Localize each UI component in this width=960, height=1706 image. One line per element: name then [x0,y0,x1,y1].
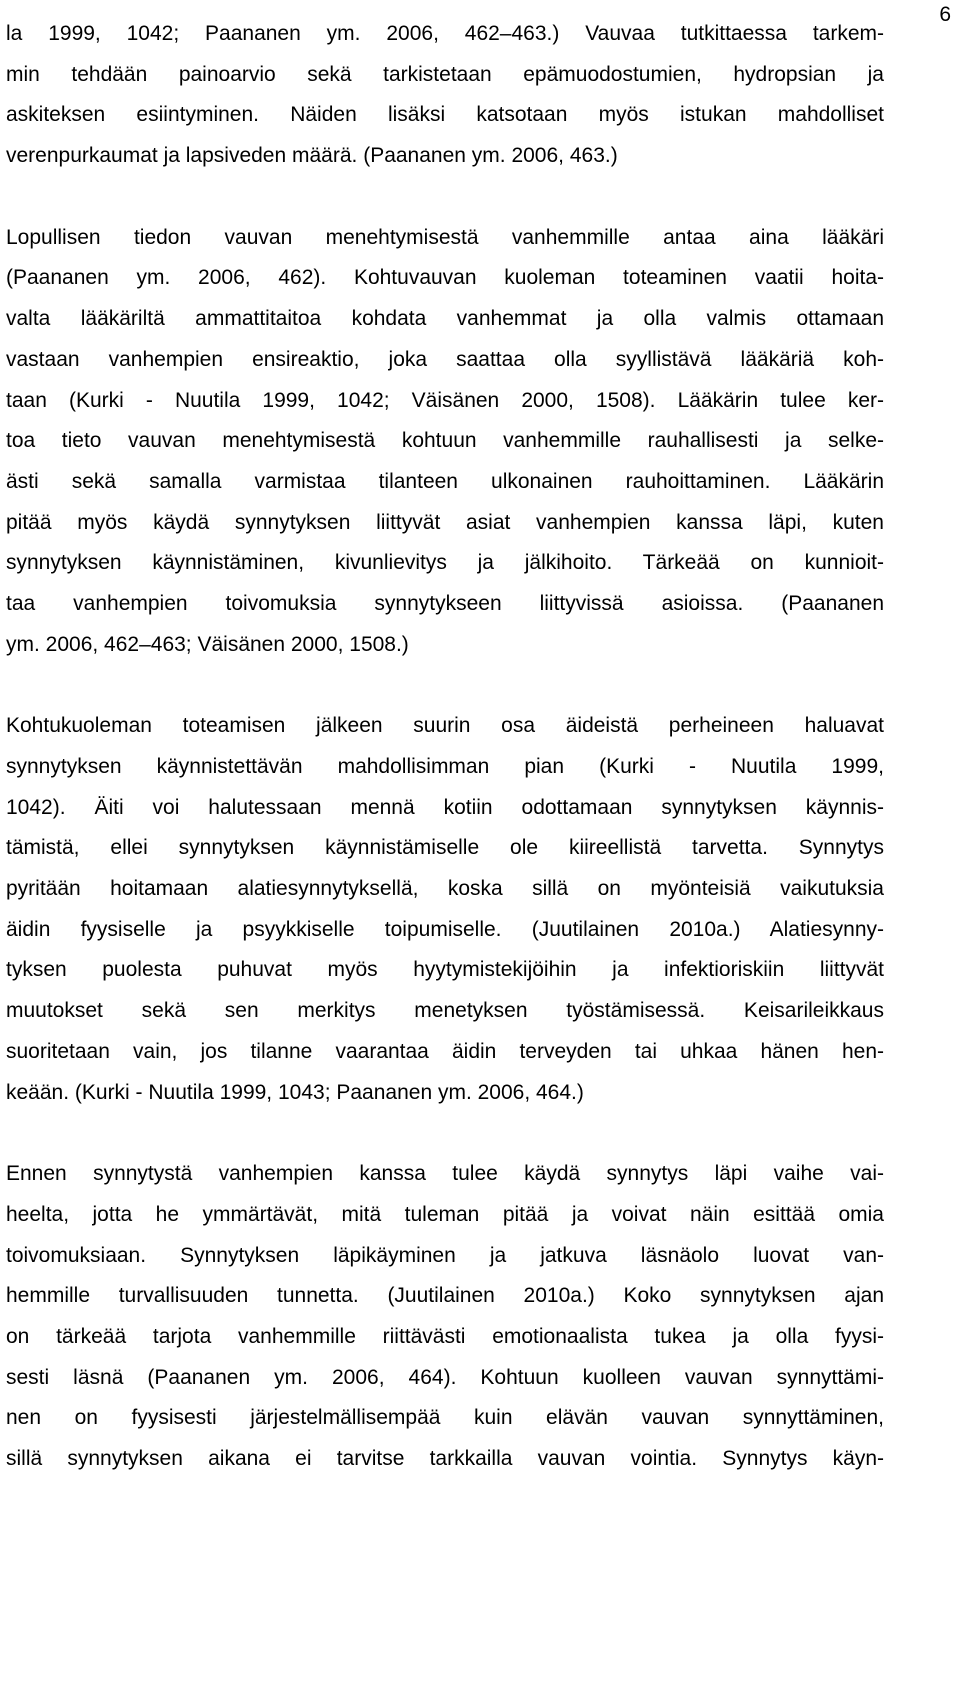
text-line: on tärkeää tarjota vanhemmille riittävästi emotionaalista tukea ja olla fyysi- [6,1324,884,1348]
text-line: suoritetaan vain, jos tilanne vaarantaa äidin terveyden tai uhkaa hänen hen- [6,1039,884,1063]
text-line: taan (Kurki - Nuutila 1999, 1042; Väisänen 2000, 1508). Lääkärin tulee ker- [6,388,884,412]
text-line: äidin fyysiselle ja psyykkiselle toipumiselle. (Juutilainen 2010a.) Alatiesynny- [6,917,884,941]
text-line: vastaan vanhempien ensireaktio, joka saattaa olla syyllistävä lääkäriä koh- [6,347,884,371]
text-line: Ennen synnytystä vanhempien kanssa tulee käydä synnytys läpi vaihe vai- [6,1162,884,1186]
text-line: hemmille turvallisuuden tunnetta. (Juutilainen 2010a.) Koko synnytyksen ajan [6,1284,884,1308]
text-line: taa vanhempien toivomuksia synnytykseen liittyvissä asioissa. (Paananen [6,591,884,615]
text-line: verenpurkaumat ja lapsiveden määrä. (Paananen ym. 2006, 463.) [6,144,618,168]
text-line: heelta, jotta he ymmärtävät, mitä tuleman pitää ja voivat näin esittää omia [6,1202,884,1226]
paragraph-gap [6,177,884,218]
text-line: pitää myös käydä synnytyksen liittyvät asiat vanhempien kanssa läpi, kuten [6,510,884,534]
paragraph-3 [6,706,884,1113]
text-line: ästi sekä samalla varmistaa tilanteen ulkonainen rauhoittaminen. Lääkärin [6,469,884,493]
text-line: Kohtukuoleman toteamisen jälkeen suurin osa äideistä perheineen haluavat [6,714,884,738]
text-line: valta lääkäriltä ammattitaitoa kohdata vanhemmat ja olla valmis ottamaan [6,307,884,331]
document-body [6,14,884,1480]
text-line: 1042). Äiti voi halutessaan mennä kotiin odottamaan synnytyksen käynnis- [6,795,884,819]
text-line: tyksen puolesta puhuvat myös hyytymistekijöihin ja infektioriskiin liittyvät [6,958,884,982]
text-line: nen on fyysisesti järjestelmällisempää kuin elävän vauvan synnyttäminen, [6,1406,884,1430]
text-line: (Paananen ym. 2006, 462). Kohtuvauvan kuoleman toteaminen vaatii hoita- [6,266,884,290]
text-line: tämistä, ellei synnytyksen käynnistämiselle ole kiireellistä tarvetta. Synnytys [6,836,884,860]
text-line: sesti läsnä (Paananen ym. 2006, 464). Kohtuun kuolleen vauvan synnyttämi- [6,1365,884,1389]
text-line: sillä synnytyksen aikana ei tarvitse tarkkailla vauvan vointia. Synnytys käyn- [6,1447,884,1470]
text-line: la 1999, 1042; Paananen ym. 2006, 462–463.) Vauvaa tutkittaessa tarkem- [6,22,884,45]
text-line: Lopullisen tiedon vauvan menehtymisestä vanhemmille antaa aina lääkäri [6,225,884,249]
paragraph-2 [6,218,884,666]
text-line: askiteksen esiintyminen. Näiden lisäksi katsotaan myös istukan mahdolliset [6,103,884,127]
text-line: synnytyksen käynnistäminen, kivunlievitys ja jälkihoito. Tärkeää on kunnioit- [6,551,884,575]
text-line: pyritään hoitamaan alatiesynnytyksellä, koska sillä on myönteisiä vaikutuksia [6,877,884,901]
text-line: min tehdään painoarvio sekä tarkistetaan epämuodostumien, hydropsian ja [6,62,884,86]
paragraph-4 [6,1154,884,1480]
page-number: 6 [939,3,951,26]
text-line: muutokset sekä sen merkitys menetyksen työstämisessä. Keisarileikkaus [6,999,884,1023]
text-line: toa tieto vauvan menehtymisestä kohtuun vanhemmille rauhallisesti ja selke- [6,429,884,453]
text-line: keään. (Kurki - Nuutila 1999, 1043; Paananen ym. 2006, 464.) [6,1080,584,1104]
text-line: ym. 2006, 462–463; Väisänen 2000, 1508.) [6,632,409,656]
text-line: synnytyksen käynnistettävän mahdollisimman pian (Kurki - Nuutila 1999, [6,755,884,778]
text-line: toivomuksiaan. Synnytyksen läpikäyminen ja jatkuva läsnäolo luovat van- [6,1243,884,1267]
paragraph-gap [6,1113,884,1154]
paragraph-1 [6,14,884,177]
paragraph-gap [6,665,884,706]
